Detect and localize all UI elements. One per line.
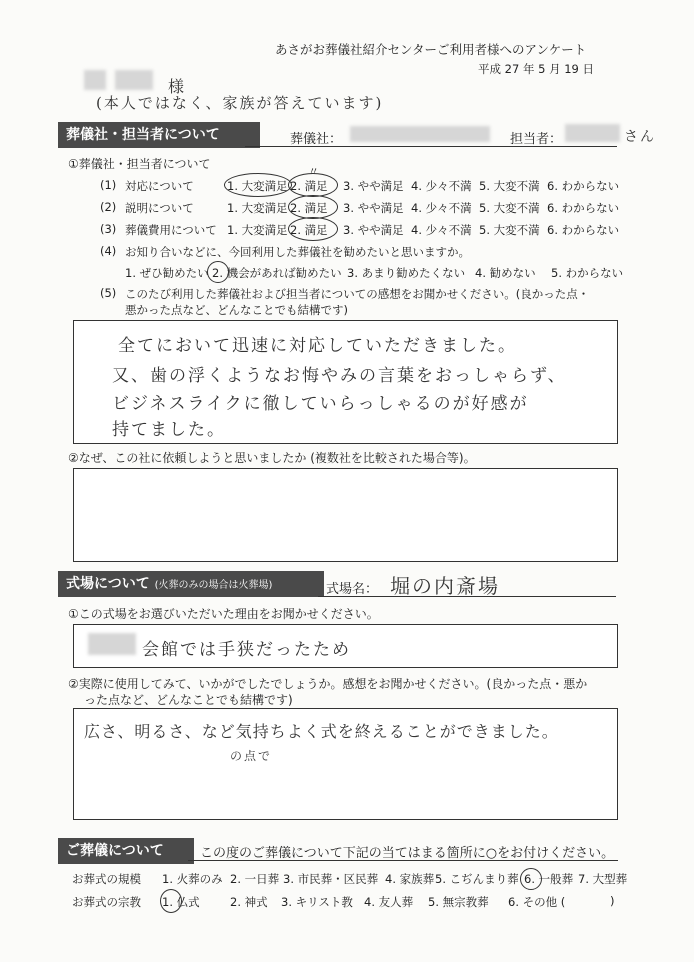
staff-label: 担当者： [510,132,563,147]
q1-title: ①葬儀社・担当者について [68,157,211,171]
answer-circle-6 [520,868,542,890]
religion-option[interactable]: 2. 神式 [230,895,268,909]
option-very-dissatisfied[interactable]: 5. 大変不満 [479,201,540,215]
redacted-hall [88,633,136,655]
option-definitely[interactable]: 1. ぜひ勧めたい [125,266,209,280]
row-num: (1) [100,178,117,192]
funeral-scale-row [72,871,632,889]
q4-options [125,265,625,281]
row-num: (3) [100,222,117,236]
answer-circle-3 [288,195,338,219]
answer-box-company[interactable] [73,320,618,444]
option-very-dissatisfied[interactable]: 5. 大変不満 [479,179,540,193]
q4-num: (4) [100,244,117,258]
section-funeral-company: 葬儀社・担当者について [58,122,260,148]
scale-option[interactable]: 1. 火葬のみ [162,872,223,886]
religion-option[interactable]: 6. その他 ( [508,895,566,909]
rating-row-explanation [100,200,620,216]
survey-date: 平成 27 年 5 月 19 日 [478,62,595,76]
answer-line: ビジネスライクに徹していらっしゃるのが好感が [112,394,529,414]
option-somewhat-satisfied[interactable]: 3. やや満足 [343,201,404,215]
option-no[interactable]: 4. 勧めない [475,266,536,280]
religion-option[interactable]: 1. 仏式 [162,895,200,909]
option-if-chance[interactable]: 2. 機会があれば勧めたい [212,266,342,280]
honorific: 様 [168,77,187,96]
venue-q1: ①この式場をお選びいただいた理由をお聞かせください。 [68,607,379,621]
answer-box-venue-impression[interactable] [73,708,618,820]
scale-option[interactable]: 4. 家族葬 [385,872,435,886]
answer-circle-5 [207,261,229,283]
answer-circle-1 [224,173,292,197]
venue-value: 堀の内斎場 [390,574,500,598]
check-mark: 〃 [308,165,319,178]
q4-text: お知り合いなどに、今回利用した葬儀社を勧めたいと思いますか。 [125,245,470,259]
redacted-staff [565,124,620,142]
option-very-satisfied[interactable]: 1. 大変満足 [227,179,288,193]
company-label: 葬儀社： [290,132,343,147]
venue-reason-answer: 会館では手狭だったため [142,640,351,660]
answer-line: 持てました。 [112,420,226,440]
section-venue [58,571,324,597]
rating-row-cost [100,222,620,238]
venue-impression-insert: の点で [230,749,273,763]
option-satisfied[interactable]: 2. 満足 [290,179,328,193]
option-not-really[interactable]: 3. あまり勧めたくない [347,266,466,280]
option-unknown[interactable]: 6. わからない [547,179,620,193]
option-somewhat-satisfied[interactable]: 3. やや満足 [343,179,404,193]
option-slightly-dissatisfied[interactable]: 4. 少々不満 [411,223,472,237]
company-underline [245,146,617,147]
option-satisfied[interactable]: 2. 満足 [290,201,328,215]
option-satisfied[interactable]: 2. 満足 [290,223,328,237]
row-num: (2) [100,200,117,214]
answer-line: 又、歯の浮くようなお悔やみの言葉をおっしゃらず、 [112,366,567,386]
redacted-company [350,126,490,142]
scale-option[interactable]: 7. 大型葬 [578,872,628,886]
funeral-religion-row [72,894,632,912]
religion-label: お葬式の宗教 [72,895,141,909]
answer-circle-7 [160,889,182,913]
venue-underline [318,596,616,597]
row-label: 葬儀費用について [125,223,217,237]
religion-option[interactable]: 5. 無宗教葬 [428,895,489,909]
q5-text-2: 悪かった点など、どんなことでも結構です) [125,303,348,317]
scale-option[interactable]: 3. 市民葬・区民葬 [283,872,379,886]
scale-option[interactable]: 2. 一日葬 [230,872,280,886]
option-very-dissatisfied[interactable]: 5. 大変不満 [479,223,540,237]
option-somewhat-satisfied[interactable]: 3. やや満足 [343,223,404,237]
staff-suffix: さん [624,129,656,145]
q2-title: ②なぜ、この社に依頼しようと思いましたか (複数社を比較された場合等)。 [68,451,476,465]
option-unknown[interactable]: 6. わからない [547,223,620,237]
row-label: 説明について [125,201,194,215]
option-very-satisfied[interactable]: 1. 大変満足 [227,201,288,215]
option-unknown[interactable]: 5. わからない [551,266,624,280]
q5-num: (5) [100,286,117,300]
scale-option[interactable]: 5. こぢんまり葬 [435,872,519,886]
venue-impression-answer: 広さ、明るさ、など気持ちよく式を終えることができました。 [84,722,559,741]
q5-text-1: このたび利用した葬儀社および担当者についての感想をお聞かせください。(良かった点・ [125,287,590,301]
section-venue-note: (火葬のみの場合は火葬場) [154,580,273,591]
venue-q2-line1: ②実際に使用してみて、いかがでしたでしょうか。感想をお聞かせください。(良かった点・悪か [68,677,588,691]
section-funeral: ご葬儀について [58,838,194,864]
instruction-underline [188,860,618,861]
funeral-instruction: この度のご葬儀について下記の当てはまる箇所に○をお付けください。 [200,846,615,861]
venue-q2-line2: った点など、どんなことでも結構です) [84,693,293,707]
answer-box-reason[interactable] [73,468,618,562]
answer-circle-4 [288,217,338,241]
religion-close-paren: ) [610,894,615,908]
respondent-note: (本人ではなく、家族が答えています) [96,94,384,112]
redacted-name-1 [84,70,106,90]
row-label: 対応について [125,179,194,193]
rating-row-response [100,178,620,194]
scale-option[interactable]: 6. 一般葬 [524,872,574,886]
option-unknown[interactable]: 6. わからない [547,201,620,215]
answer-box-venue-reason[interactable] [73,624,618,668]
redacted-name-2 [115,70,153,90]
religion-option[interactable]: 3. キリスト教 [281,895,353,909]
option-slightly-dissatisfied[interactable]: 4. 少々不満 [411,179,472,193]
section-venue-title: 式場について [66,576,150,592]
survey-title: あさがお葬儀社紹介センターご利用者様へのアンケート [275,42,587,57]
option-very-satisfied[interactable]: 1. 大変満足 [227,223,288,237]
religion-option[interactable]: 4. 友人葬 [364,895,414,909]
scale-label: お葬式の規模 [72,872,141,886]
answer-line: 全てにおいて迅速に対応していただきました。 [118,336,517,356]
option-slightly-dissatisfied[interactable]: 4. 少々不満 [411,201,472,215]
venue-label: 式場名： [326,582,379,597]
